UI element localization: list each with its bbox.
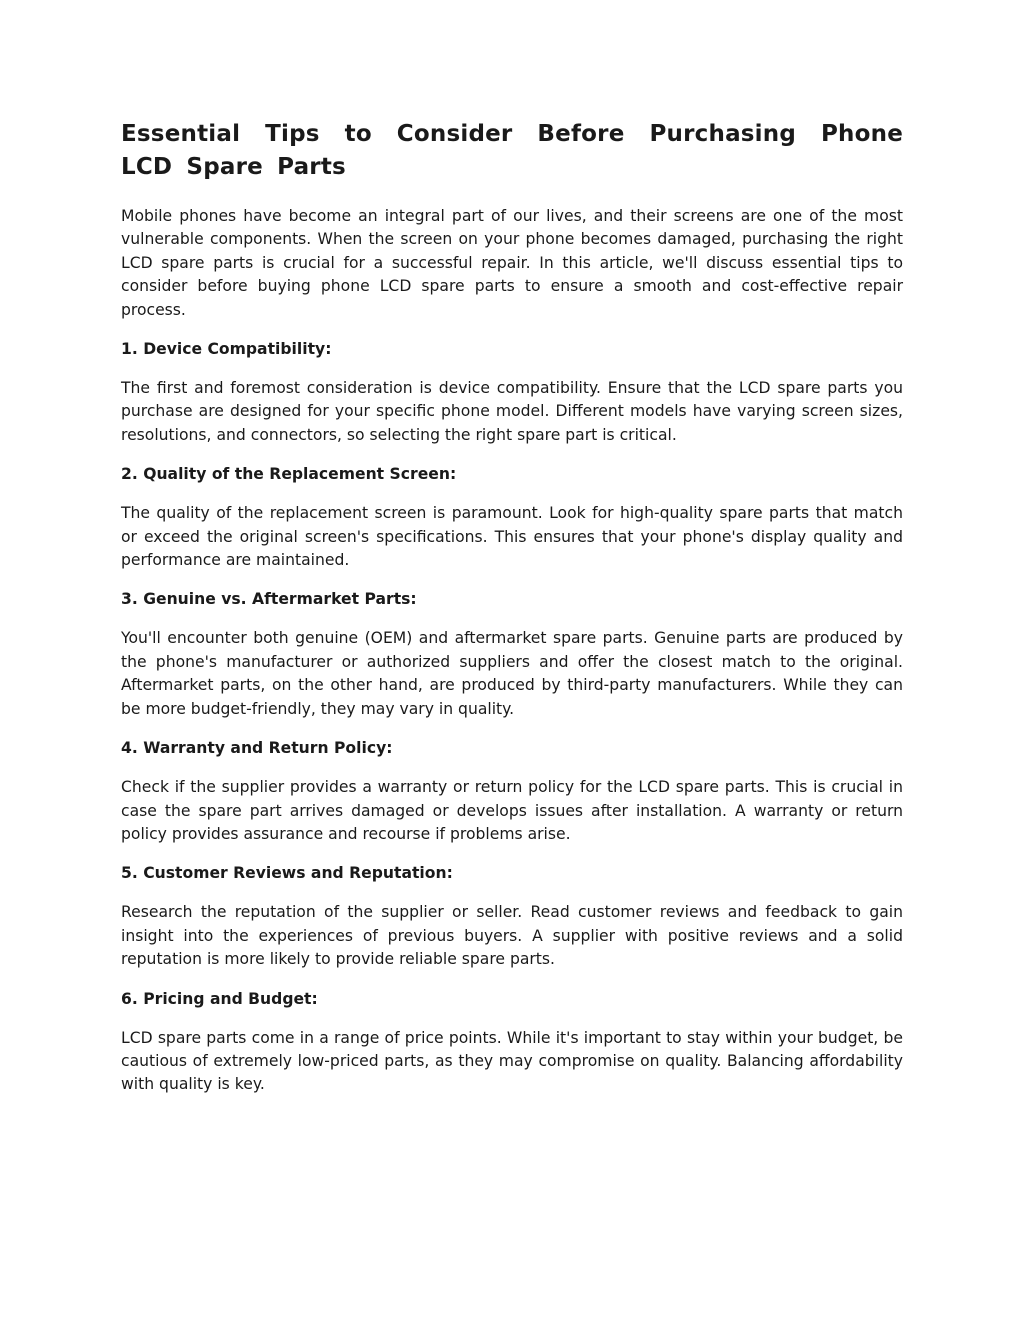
- section-body: You'll encounter both genuine (OEM) and aftermarket spare parts. Genuine parts are produced by the phone's manufacturer or authorized suppliers and offer the closest match to the original. Aftermarket parts, on the other hand, are produced by third-party manufacturers. While they can be more budget-friendly, they may vary in quality.: [121, 629, 903, 718]
- document-page: [121, 118, 903, 1113]
- section-heading: 1. Device Compatibility:: [121, 340, 332, 359]
- section-heading: 2. Quality of the Replacement Screen:: [121, 465, 457, 484]
- section-heading: 5. Customer Reviews and Reputation:: [121, 864, 453, 883]
- section-body: LCD spare parts come in a range of price points. While it's important to stay within your budget, be cautious of extremely low-priced parts, as they may compromise on quality. Balancing affordability with quality is key.: [121, 1028, 903, 1094]
- section-genuine-vs-aftermarket: [121, 588, 903, 721]
- section-heading: 4. Warranty and Return Policy:: [121, 739, 393, 758]
- section-body: Check if the supplier provides a warranty or return policy for the LCD spare parts. This is crucial in case the spare part arrives damaged or develops issues after installation. A warranty or return policy provides assurance and recourse if problems arise.: [121, 778, 903, 843]
- section-body: The first and foremost consideration is device compatibility. Ensure that the LCD spare parts you purchase are designed for your specific phone model. Different models have varying screen sizes, resolutions, and connectors, so selecting the right spare part is critical.: [121, 379, 903, 444]
- document-title: Essential Tips to Consider Before Purchasing Phone LCD Spare Parts: [121, 121, 903, 180]
- section-warranty-return-policy: [121, 737, 903, 846]
- section-heading: 3. Genuine vs. Aftermarket Parts:: [121, 590, 417, 609]
- section-customer-reviews: [121, 862, 903, 971]
- section-device-compatibility: [121, 338, 903, 447]
- section-body: The quality of the replacement screen is paramount. Look for high-quality spare parts that match or exceed the original screen's specifications. This ensures that your phone's display quality and performance are maintained.: [121, 504, 903, 570]
- section-body: Research the reputation of the supplier or seller. Read customer reviews and feedback to gain insight into the experiences of previous buyers. A supplier with positive reviews and a solid reputation is more likely to provide reliable spare parts.: [121, 903, 903, 969]
- section-heading: 6. Pricing and Budget:: [121, 989, 318, 1008]
- section-replacement-screen-quality: [121, 463, 903, 572]
- intro-paragraph: Mobile phones have become an integral part of our lives, and their screens are one of the most vulnerable components. When the screen on your phone becomes damaged, purchasing the right LCD spare parts is crucial for a successful repair. In this article, we'll discuss essential tips to consider before buying phone LCD spare parts to ensure a smooth and cost-effective repair process.: [121, 207, 903, 319]
- section-pricing-budget: [121, 988, 903, 1097]
